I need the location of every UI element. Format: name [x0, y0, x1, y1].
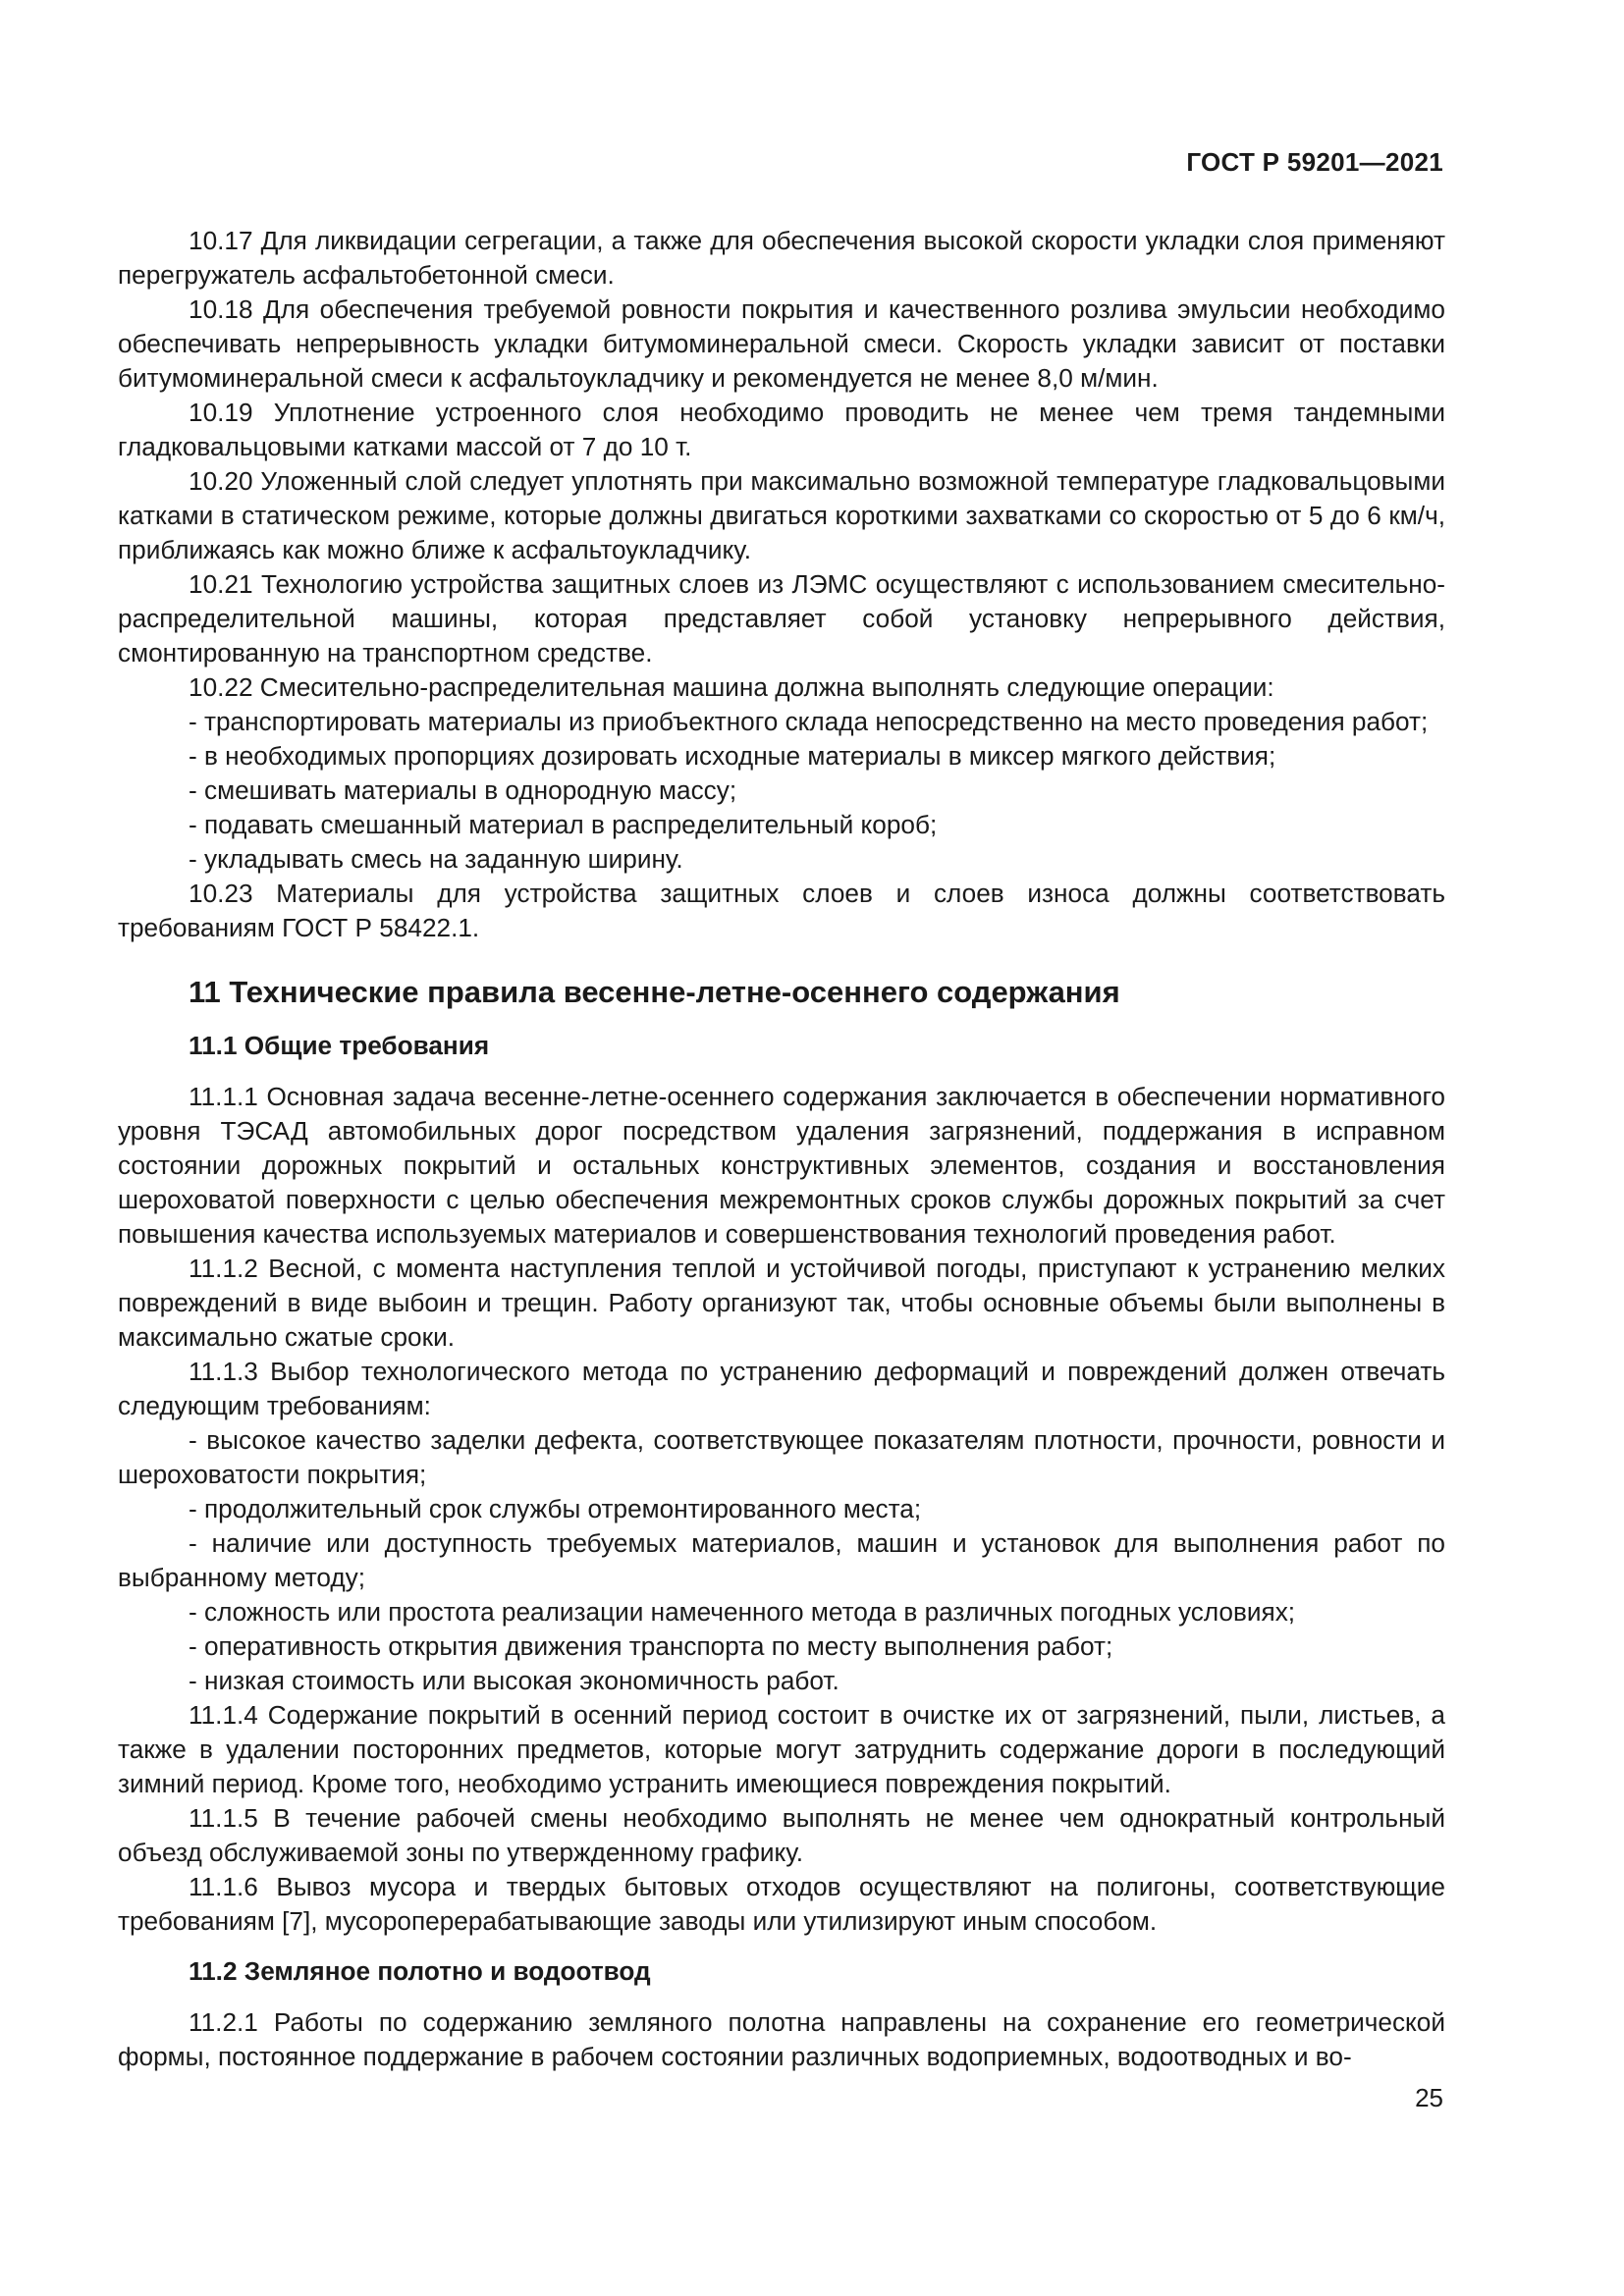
paragraph-11-1-1: 11.1.1 Основная задача весенне-летне-осеннего содержания заключается в обеспечении нормативного уровня ТЭСАД автомобильных дорог посредством удаления загрязнений, поддержания в исправном состоянии дорожных покрытий и остальных конструктивных элементов, создания и восстановления шероховатой поверхности с целью обеспечения межремонтных сроков службы дорожных покрытий за счет повышения качества используемых материалов и совершенствования технологий проведения работ. — [118, 1082, 1445, 1249]
list-item: - транспортировать материалы из приобъектного склада непосредственно на место проведения работ; — [189, 707, 1429, 736]
list-item: - подавать смешанный материал в распределительный короб; — [189, 810, 938, 839]
list-item: - низкая стоимость или высокая экономичность работ. — [189, 1666, 839, 1695]
page-number: 25 — [1415, 2083, 1443, 2112]
paragraph-11-1-6: 11.1.6 Вывоз мусора и твердых бытовых отходов осуществляют на полигоны, соответствующие требованиям [7], мусороперерабатывающие заводы или утилизируют иным способом. — [118, 1872, 1445, 1936]
list-item: - продолжительный срок службы отремонтированного места; — [189, 1494, 922, 1523]
list-item: - укладывать смесь на заданную ширину. — [189, 844, 683, 874]
list-item: - оперативность открытия движения транспорта по месту выполнения работ; — [189, 1631, 1113, 1661]
paragraph-10-21: 10.21 Технологию устройства защитных слоев из ЛЭМС осуществляют с использованием смесительно-распределительной машины, которая представляет собой установку непрерывного действия, смонтированную на транспортном средстве. — [118, 569, 1445, 667]
paragraph-10-19: 10.19 Уплотнение устроенного слоя необходимо проводить не менее чем тремя тандемными гладковальцовыми катками массой от 7 до 10 т. — [118, 398, 1445, 461]
paragraph-10-23: 10.23 Материалы для устройства защитных слоев и слоев износа должны соответствовать требованиям ГОСТ Р 58422.1. — [118, 879, 1445, 942]
list-item: - смешивать материалы в однородную массу; — [189, 775, 737, 805]
paragraph-11-1-2: 11.1.2 Весной, с момента наступления теплой и устойчивой погоды, приступают к устранению мелких повреждений в виде выбоин и трещин. Работу организуют так, чтобы основные объемы были выполнены в максимально сжатые сроки. — [118, 1254, 1445, 1352]
list-item: - высокое качество заделки дефекта, соответствующее показателям плотности, прочности, ровности и шероховатости покрытия; — [118, 1425, 1445, 1489]
subsection-11-1-heading: 11.1 Общие требования — [189, 1031, 490, 1060]
page-body — [118, 224, 1445, 2074]
list-item: - в необходимых пропорциях дозировать исходные материалы в миксер мягкого действия; — [189, 741, 1276, 771]
document-code: ГОСТ Р 59201—2021 — [1186, 147, 1443, 177]
paragraph-11-2-1: 11.2.1 Работы по содержанию земляного полотна направлены на сохранение его геометрической формы, постоянное поддержание в рабочем состоянии различных водоприемных, водоотводных и во- — [118, 2007, 1445, 2071]
paragraph-10-22: 10.22 Смесительно-распределительная машина должна выполнять следующие операции: — [189, 672, 1274, 702]
subsection-11-2-heading: 11.2 Земляное полотно и водоотвод — [189, 1956, 651, 1986]
section-11-heading: 11 Технические правила весенне-летне-осеннего содержания — [189, 975, 1120, 1009]
paragraph-10-18: 10.18 Для обеспечения требуемой ровности покрытия и качественного розлива эмульсии необходимо обеспечивать непрерывность укладки битумоминеральной смеси. Скорость укладки зависит от поставки битумоминеральной смеси к асфальтоукладчику и рекомендуется не менее 8,0 м/мин. — [118, 294, 1445, 393]
list-item: - наличие или доступность требуемых материалов, машин и установок для выполнения работ по выбранному методу; — [118, 1528, 1445, 1592]
paragraph-10-20: 10.20 Уложенный слой следует уплотнять при максимально возможной температуре гладковальцовыми катками в статическом режиме, которые должны двигаться короткими захватками со скоростью от 5 до 6 км/ч, приближаясь как можно ближе к асфальтоукладчику. — [118, 466, 1445, 564]
paragraph-11-1-4: 11.1.4 Содержание покрытий в осенний период состоит в очистке их от загрязнений, пыли, листьев, а также в удалении посторонних предметов, которые могут затруднить содержание дороги в последующий зимний период. Кроме того, необходимо устранить имеющиеся повреждения покрытий. — [118, 1700, 1445, 1798]
paragraph-11-1-5: 11.1.5 В течение рабочей смены необходимо выполнять не менее чем однократный контрольный объезд обслуживаемой зоны по утвержденному графику. — [118, 1803, 1445, 1867]
paragraph-10-17: 10.17 Для ликвидации сегрегации, а также для обеспечения высокой скорости укладки слоя применяют перегружатель асфальтобетонной смеси. — [118, 226, 1445, 290]
list-item: - сложность или простота реализации намеченного метода в различных погодных условиях; — [189, 1597, 1296, 1627]
paragraph-11-1-3: 11.1.3 Выбор технологического метода по устранению деформаций и повреждений должен отвечать следующим требованиям: — [118, 1357, 1445, 1420]
